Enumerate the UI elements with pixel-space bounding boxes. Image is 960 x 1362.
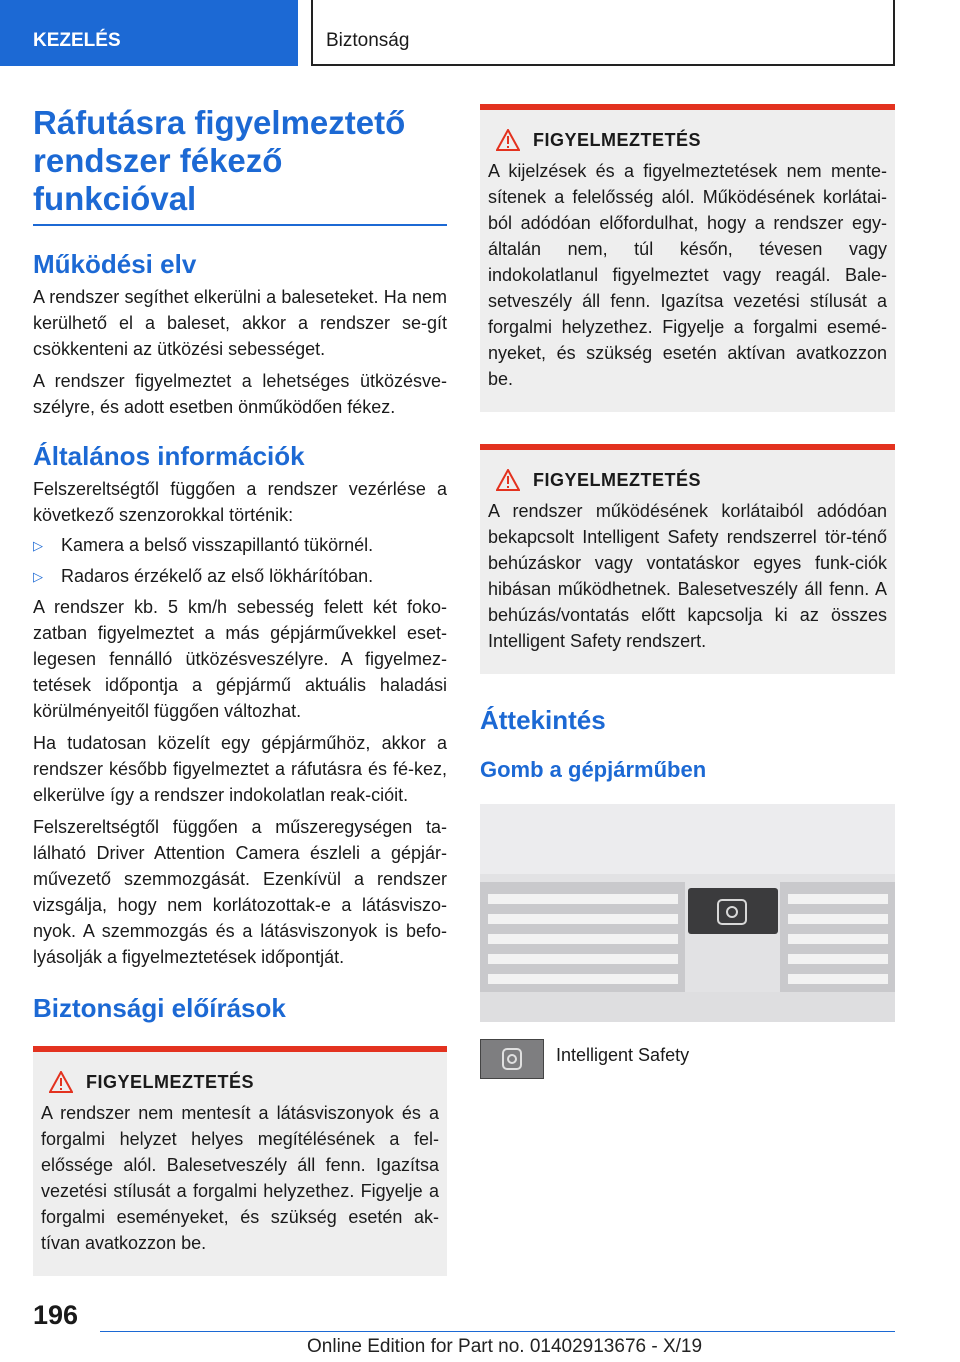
subheading-gomb: Gomb a gépjárműben: [480, 757, 707, 782]
page-number: 196: [33, 1300, 79, 1330]
warning-title-text: FIGYELMEZTETÉS: [86, 1072, 255, 1092]
list-item-text: Kamera a belső visszapillantó tükörnél.: [61, 535, 374, 555]
warning-title-text: FIGYELMEZTETÉS: [533, 470, 702, 490]
paragraph: Felszereltségtől függően a rendszer vezérlése a következő szenzorokkal történik:: [33, 479, 447, 525]
warning-box: [480, 444, 895, 674]
warning-title: [488, 468, 887, 492]
section-tab: KEZELÉS: [0, 0, 298, 66]
warning-triangle-icon: [496, 129, 520, 151]
bullet-triangle-icon: ▷: [33, 538, 43, 553]
paragraph: Felszereltségtől függően a műszeregységen ta-lálható Driver Attention Camera észleli a gépjár-művezető szemmozgását. Ezenkívül a rendszer vizsgálja, hogy nem korlátozottak-e a látásviszo-nyok. A szemmozgás és a látásviszonyok is befo-lyásolják a figyelmeztetések időpontját.: [33, 817, 447, 967]
warning-text: A kijelzések és a figyelmeztetések nem mente-sítenek a felelősség alól. Működésének korlátai-ból adódóan előfordulhat, hogy a rendszer egy-általán nem, túl későn, tévesen vagy indokolatlanul figyelmeztet vagy reagál. Bale-setveszély áll fenn. Igazítsa vezetési stílusát a forgalmi helyzethez. Figyelje a forgalmi esemé-nyeket, és szükség esetén aktívan avatkozzon be.: [488, 161, 887, 389]
left-column: [33, 104, 447, 1276]
warning-title: [41, 1070, 439, 1094]
warning-triangle-icon: [496, 469, 520, 491]
paragraph: A rendszer segíthet elkerülni a baleseteket. Ha nem kerülhető el a baleset, akkor a rendszer se-gít csökkenteni az ütközési sebességet.: [33, 287, 447, 359]
legend-row: [480, 1039, 895, 1079]
footer-edition: Online Edition for Part no. 01402913676 - X/19: [307, 1336, 703, 1357]
paragraph: Ha tudatosan közelít egy gépjárműhöz, akkor a rendszer később figyelmeztet a ráfutásra és fé-kez, elkerülve így a rendszer indokolatlan reak-cióit.: [33, 733, 447, 805]
warning-triangle-icon: [49, 1071, 73, 1093]
heading-mukodesi-elv: Működési elv: [33, 249, 197, 279]
warning-title: [488, 128, 887, 152]
legend-label: Intelligent Safety: [556, 1045, 690, 1065]
bullet-triangle-icon: ▷: [33, 569, 43, 584]
list-item: [33, 563, 447, 590]
paragraph: A rendszer kb. 5 km/h sebesség felett két foko-zatban figyelmeztet a más gépjárművekkel eset-legesen fennálló ütközésveszélyre. A figyelmez-tetések időpontja a gépjármű aktuális haladási körülményeitől függően változhat.: [33, 597, 447, 721]
heading-biztonsagi-eloirasok: Biztonsági előírások: [33, 993, 286, 1023]
warning-box: [33, 1046, 447, 1276]
heading-altalanos-informaciok: Általános információk: [33, 441, 305, 471]
paragraph: A rendszer figyelmeztet a lehetséges ütközésve-szélyre, és adott esetben önműködően fékez.: [33, 371, 447, 417]
list-item-text: Radaros érzékelő az első lökhárítóban.: [61, 566, 374, 586]
warning-text: A rendszer működésének korlátaiból adódóan bekapcsolt Intelligent Safety rendszerrel tör-ténő behúzáskor vagy vontatáskor egyes funk-ciók hibásan működhetnek. Balesetveszély áll fenn. A behúzás/vontatás előtt kapcsolja ki az összes Intelligent Safety rendszert.: [488, 501, 887, 651]
dashboard-button-photo: [480, 804, 895, 1022]
page-title: Ráfutásra figyelmeztető rendszer fékező funkcióval: [33, 104, 447, 226]
dashboard-illustration: [480, 804, 895, 1022]
footer-divider: [100, 1331, 895, 1332]
warning-text: A rendszer nem mentesít a látásviszonyok és a forgalmi helyzet helyes megítélésének a fel-előssége alól. Balesetveszély áll fenn. Igazítsa vezetési stílusát a forgalmi helyzethez. Figyelje a forgalmi eseményeket, és szükség esetén ak-tívan avatkozzon be.: [41, 1103, 439, 1253]
warning-box: [480, 104, 895, 412]
heading-attekintes: Áttekintés: [480, 705, 606, 735]
intelligent-safety-icon: [480, 1039, 544, 1079]
right-column: [480, 104, 895, 1079]
warning-title-text: FIGYELMEZTETÉS: [533, 130, 702, 150]
chapter-tab: Biztonság: [311, 0, 895, 66]
list-item: [33, 532, 447, 559]
